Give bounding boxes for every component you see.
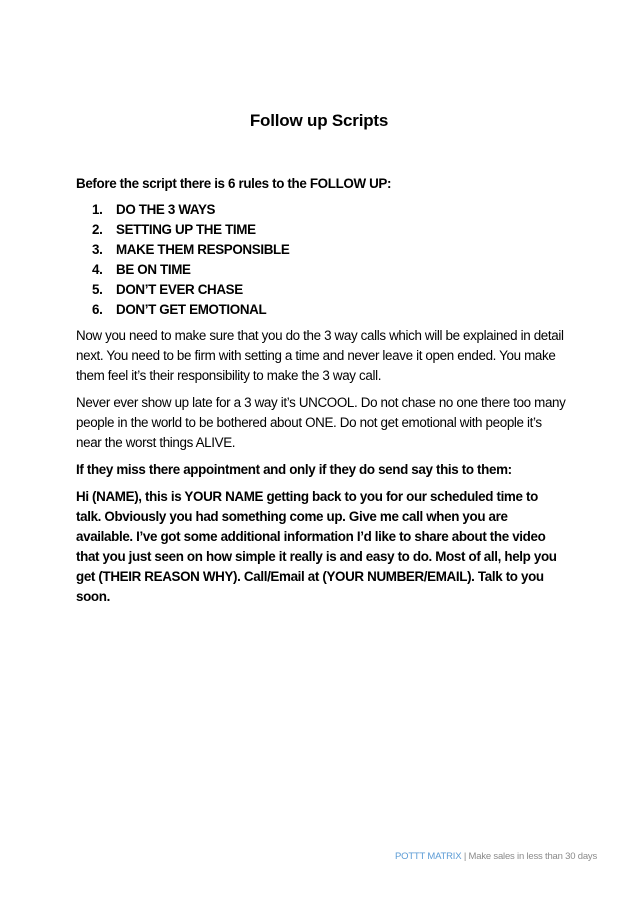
list-item-text: DON’T GET EMOTIONAL (116, 302, 267, 317)
footer-brand: POTTT MATRIX (395, 851, 462, 862)
page-footer (395, 851, 625, 862)
list-item-number: 6. (92, 302, 103, 317)
list-item (76, 280, 566, 300)
paragraph-missed-appointment: If they miss there appointment and only if they do send say this to them: (76, 462, 512, 477)
follow-up-script: Hi (NAME), this is YOUR NAME getting back to you for our scheduled time to talk. Obviously you had something come up. Give me call when you are available. I’ve got some additional information I’d like to share about the video that you just seen on how simple it really is and easy to do. Most of all, help you get (THEIR REASON WHY). Call/Email at (YOUR NUMBER/EMAIL). Talk to you soon. (76, 489, 557, 604)
list-item (76, 260, 566, 280)
list-item (76, 240, 566, 260)
list-item-number: 4. (92, 262, 103, 277)
list-item-number: 3. (92, 242, 103, 257)
list-item-text: DON’T EVER CHASE (116, 282, 243, 297)
list-item-text: MAKE THEM RESPONSIBLE (116, 242, 290, 257)
rules-intro: Before the script there is 6 rules to the FOLLOW UP: (76, 176, 392, 191)
paragraph-three-way-calls: Now you need to make sure that you do the 3 way calls which will be explained in detail next. You need to be firm with setting a time and never leave it open ended. You make them feel it’s their responsibility to make the 3 way call. (76, 328, 564, 383)
rules-list (76, 200, 566, 320)
list-item-text: BE ON TIME (116, 262, 191, 277)
list-item-text: DO THE 3 WAYS (116, 202, 216, 217)
list-item-number: 1. (92, 202, 103, 217)
list-item-text: SETTING UP THE TIME (116, 222, 256, 237)
list-item (76, 200, 566, 220)
footer-tagline: Make sales in less than 30 days (468, 851, 598, 862)
list-item-number: 5. (92, 282, 103, 297)
paragraph-never-late: Never ever show up late for a 3 way it’s UNCOOL. Do not chase no one there too many people in the world to be bothered about ONE. Do not get emotional with people it’s near the worst things ALIVE. (76, 395, 566, 450)
list-item (76, 220, 566, 240)
list-item (76, 300, 566, 320)
footer-separator: | (461, 851, 469, 862)
document-body (76, 174, 566, 614)
page-title: Follow up Scripts (249, 111, 389, 130)
list-item-number: 2. (92, 222, 103, 237)
